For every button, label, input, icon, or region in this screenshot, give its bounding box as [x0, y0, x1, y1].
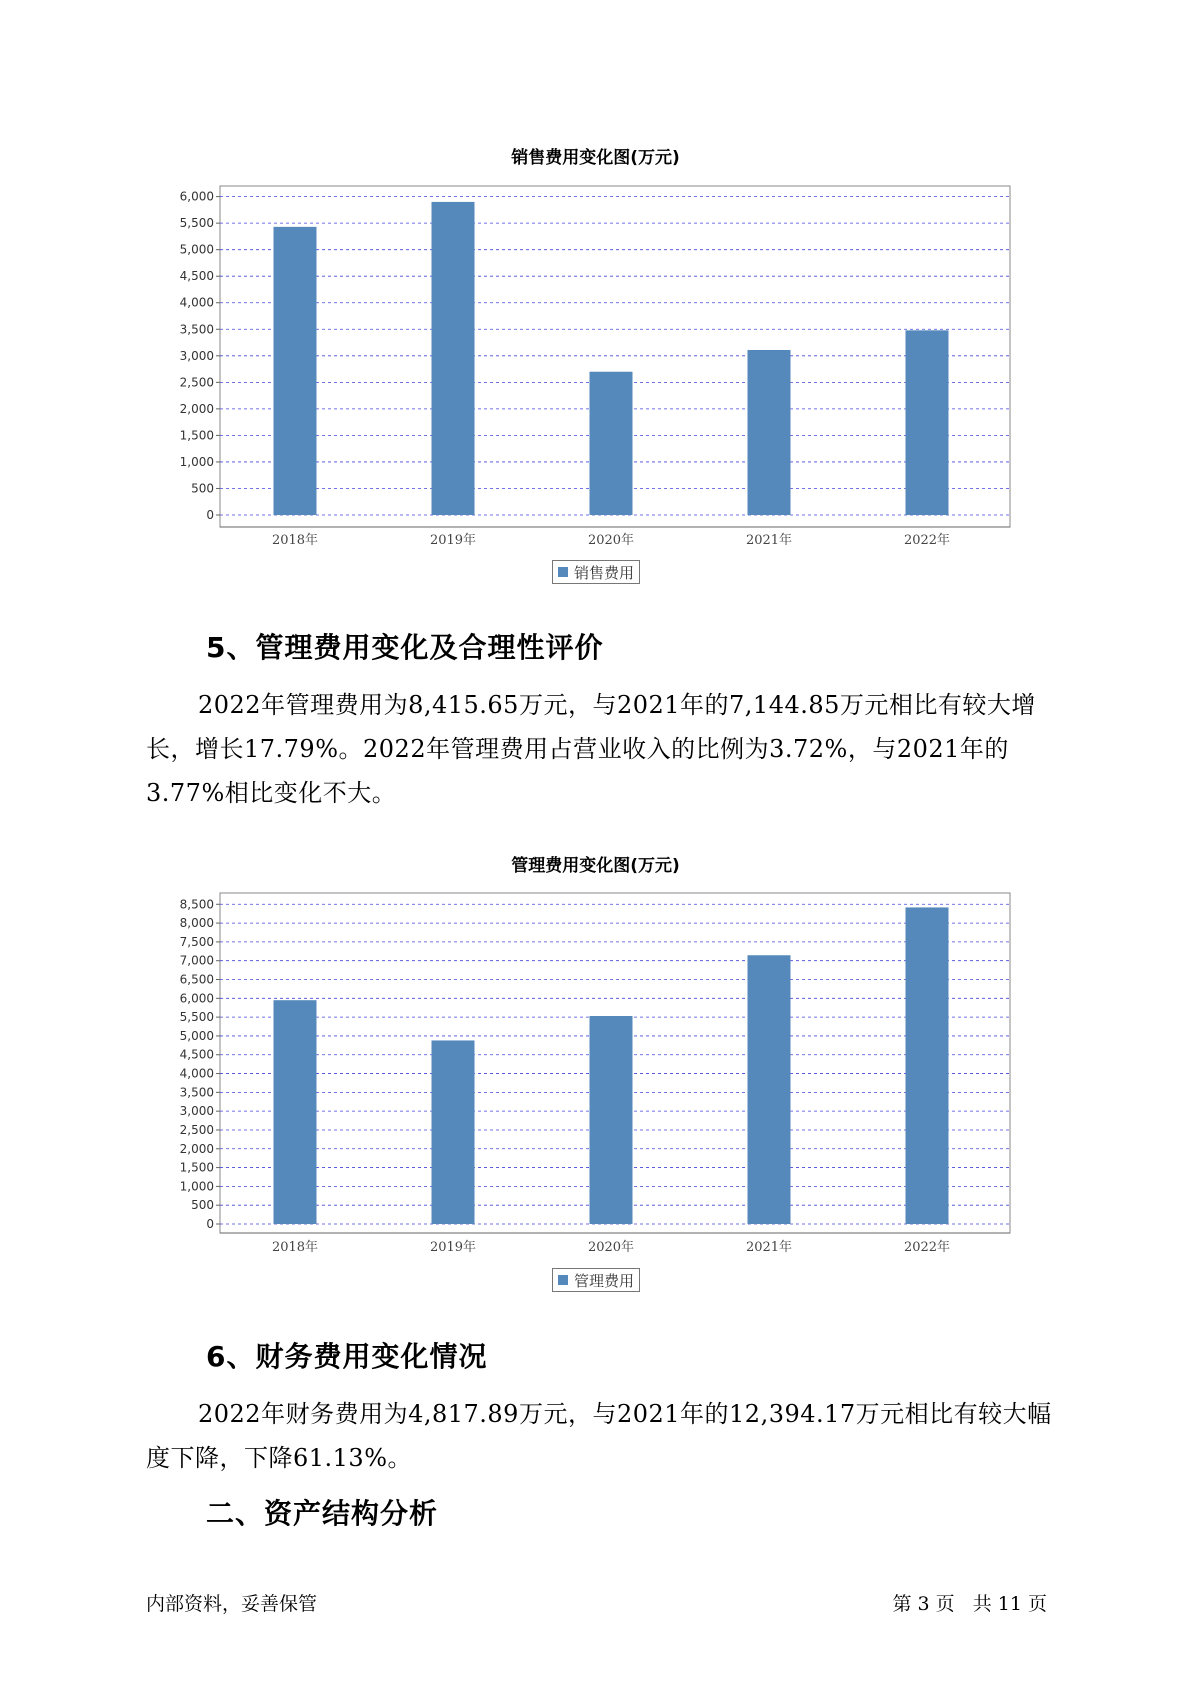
y-tick-label: 3,500 — [179, 322, 214, 337]
legend-swatch — [558, 1275, 568, 1285]
legend-label: 销售费用 — [574, 563, 635, 582]
y-tick-label: 3,000 — [179, 348, 214, 363]
y-tick-label: 7,500 — [179, 934, 214, 949]
bar — [906, 907, 949, 1224]
y-tick-label: 5,500 — [179, 216, 214, 231]
x-tick-label: 2020年 — [587, 533, 635, 548]
bar — [590, 1016, 633, 1224]
y-tick-label: 7,000 — [179, 953, 214, 968]
y-tick-label: 2,500 — [179, 375, 214, 390]
chart-legend — [552, 1268, 640, 1292]
y-tick-label: 2,000 — [179, 1141, 214, 1156]
legend-label: 管理费用 — [574, 1271, 635, 1290]
y-tick-label: 4,500 — [179, 269, 214, 284]
section-6-heading: 6、财务费用变化情况 — [206, 1340, 488, 1373]
y-tick-label: 6,000 — [179, 991, 214, 1006]
y-tick-label: 4,000 — [179, 295, 214, 310]
section-6-paragraph: 2022年财务费用为4,817.89万元，与2021年的12,394.17万元相比有较大幅度下降，下降61.13%。 — [146, 1400, 1052, 1472]
y-tick-label: 0 — [206, 1217, 214, 1231]
y-tick-label: 6,000 — [179, 189, 214, 204]
y-tick-label: 3,500 — [179, 1085, 214, 1100]
bar — [274, 1000, 317, 1224]
y-tick-label: 1,000 — [179, 1179, 214, 1194]
bar — [748, 955, 791, 1224]
x-tick-label: 2018年 — [271, 533, 319, 548]
chart-title: 销售费用变化图(万元) — [511, 148, 680, 168]
y-tick-label: 5,000 — [179, 1028, 214, 1043]
bar — [432, 1040, 475, 1224]
y-tick-label: 0 — [206, 508, 214, 522]
section-two-heading: 二、资产结构分析 — [206, 1497, 439, 1530]
x-tick-label: 2021年 — [745, 1240, 793, 1255]
y-tick-label: 500 — [191, 481, 214, 496]
section-5-heading: 5、管理费用变化及合理性评价 — [206, 631, 604, 664]
y-tick-label: 500 — [191, 1198, 214, 1213]
x-tick-label: 2018年 — [271, 1240, 319, 1255]
y-tick-label: 8,000 — [179, 916, 214, 931]
y-tick-label: 1,500 — [179, 428, 214, 443]
y-tick-label: 2,000 — [179, 401, 214, 416]
y-tick-label: 1,000 — [179, 454, 214, 469]
y-tick-label: 5,000 — [179, 242, 214, 257]
y-tick-label: 8,500 — [179, 897, 214, 912]
footer-confidential-note: 内部资料，妥善保管 — [146, 1593, 318, 1615]
x-tick-label: 2022年 — [903, 533, 951, 548]
y-tick-label: 2,500 — [179, 1122, 214, 1137]
x-tick-label: 2019年 — [429, 533, 477, 548]
y-tick-label: 5,500 — [179, 1010, 214, 1025]
x-tick-label: 2019年 — [429, 1240, 477, 1255]
x-tick-label: 2020年 — [587, 1240, 635, 1255]
x-tick-label: 2021年 — [745, 533, 793, 548]
chart-title: 管理费用变化图(万元) — [511, 856, 680, 876]
footer-page-number: 第 3 页 共 11 页 — [892, 1593, 1047, 1615]
y-tick-label: 6,500 — [179, 972, 214, 987]
section-5-paragraph: 2022年管理费用为8,415.65万元，与2021年的7,144.85万元相比有较大增长，增长17.79%。2022年管理费用占营业收入的比例为3.72%，与2021年的3.77%相比变化不大。 — [146, 691, 1036, 807]
y-tick-label: 3,000 — [179, 1104, 214, 1119]
x-tick-label: 2022年 — [903, 1240, 951, 1255]
y-tick-label: 4,000 — [179, 1066, 214, 1081]
y-tick-label: 4,500 — [179, 1047, 214, 1062]
y-tick-label: 1,500 — [179, 1160, 214, 1175]
